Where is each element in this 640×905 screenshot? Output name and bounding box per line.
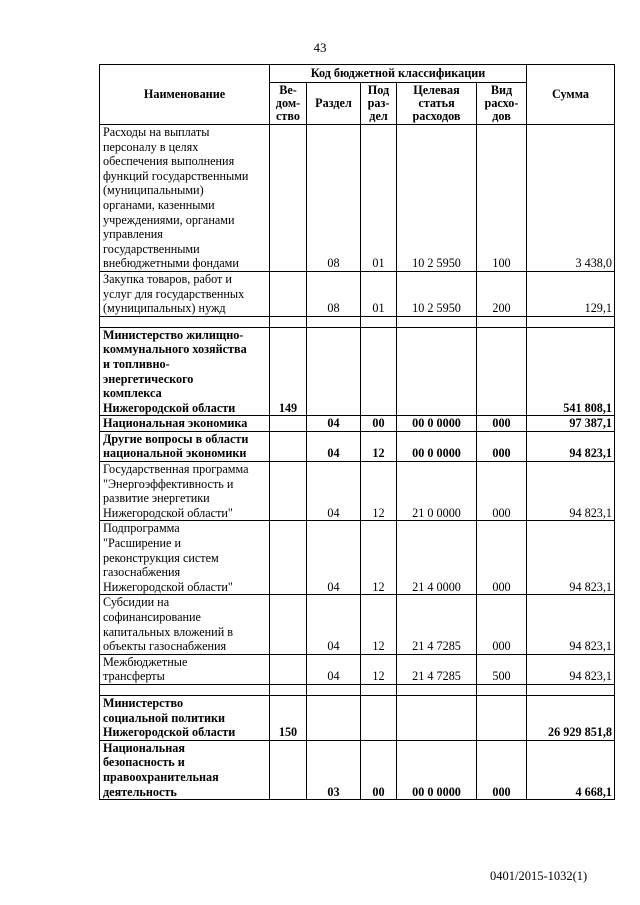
empty-cell	[397, 316, 477, 327]
vid-rashodov-cell: 000	[477, 462, 527, 521]
vid-rashodov-cell: 000	[477, 740, 527, 799]
empty-cell	[477, 684, 527, 695]
vid-rashodov-cell	[477, 327, 527, 416]
table-row	[100, 327, 615, 416]
sum-cell: 541 808,1	[527, 327, 615, 416]
vedomstvo-cell: 150	[270, 695, 307, 740]
table-row	[100, 271, 615, 316]
razdel-cell	[307, 327, 361, 416]
celevaya-statya-cell: 10 2 5950	[397, 271, 477, 316]
empty-cell	[477, 316, 527, 327]
sum-cell: 94 823,1	[527, 595, 615, 654]
table-row	[100, 462, 615, 521]
header-vedomstvo: Ве- дом- ство	[270, 83, 307, 125]
sum-cell: 94 823,1	[527, 431, 615, 461]
podrazdel-cell: 00	[361, 740, 397, 799]
celevaya-statya-cell: 21 4 7285	[397, 654, 477, 684]
empty-cell	[361, 684, 397, 695]
name-cell: Министерство жилищно- коммунального хозяйства и топливно- энергетического комплекса Нижегородской области	[100, 327, 270, 416]
podrazdel-cell: 12	[361, 431, 397, 461]
sum-cell: 94 823,1	[527, 462, 615, 521]
name-cell: Национальная экономика	[100, 416, 270, 432]
name-cell: Межбюджетные трансферты	[100, 654, 270, 684]
vid-rashodov-cell: 000	[477, 416, 527, 432]
empty-cell	[100, 684, 270, 695]
vid-rashodov-cell: 000	[477, 431, 527, 461]
document-code: 0401/2015-1032(1)	[490, 869, 588, 883]
empty-cell	[397, 684, 477, 695]
podrazdel-cell	[361, 327, 397, 416]
vedomstvo-cell	[270, 740, 307, 799]
name-cell: Расходы на выплаты персоналу в целях обеспечения выполнения функций государственными (муниципальными) органами, казенными учреждениями, органами управления государственными внебюджетными фондами	[100, 125, 270, 272]
razdel-cell: 04	[307, 431, 361, 461]
razdel-cell: 04	[307, 521, 361, 595]
celevaya-statya-cell	[397, 695, 477, 740]
empty-cell	[270, 316, 307, 327]
header-podrazdel: Под раз- дел	[361, 83, 397, 125]
header-vid-rashodov: Вид расхо- дов	[477, 83, 527, 125]
vid-rashodov-cell	[477, 695, 527, 740]
razdel-cell: 04	[307, 462, 361, 521]
vedomstvo-cell	[270, 271, 307, 316]
header-classification-group: Код бюджетной классификации	[270, 65, 527, 83]
sum-cell: 94 823,1	[527, 654, 615, 684]
podrazdel-cell: 12	[361, 521, 397, 595]
sum-cell: 4 668,1	[527, 740, 615, 799]
sum-cell: 3 438,0	[527, 125, 615, 272]
empty-cell	[307, 684, 361, 695]
name-cell: Закупка товаров, работ и услуг для государственных (муниципальных) нужд	[100, 271, 270, 316]
name-cell: Другие вопросы в области национальной экономики	[100, 431, 270, 461]
header-razdel: Раздел	[307, 83, 361, 125]
podrazdel-cell	[361, 695, 397, 740]
vedomstvo-cell: 149	[270, 327, 307, 416]
vid-rashodov-cell: 100	[477, 125, 527, 272]
empty-cell	[307, 316, 361, 327]
razdel-cell: 08	[307, 271, 361, 316]
sum-cell: 129,1	[527, 271, 615, 316]
name-cell: Субсидии на софинансирование капитальных вложений в объекты газоснабжения	[100, 595, 270, 654]
razdel-cell	[307, 695, 361, 740]
name-cell: Министерство социальной политики Нижегородской области	[100, 695, 270, 740]
razdel-cell: 08	[307, 125, 361, 272]
podrazdel-cell: 12	[361, 595, 397, 654]
name-cell: Национальная безопасность и правоохранительная деятельность	[100, 740, 270, 799]
celevaya-statya-cell: 00 0 0000	[397, 416, 477, 432]
vedomstvo-cell	[270, 125, 307, 272]
celevaya-statya-cell: 00 0 0000	[397, 740, 477, 799]
empty-cell	[270, 684, 307, 695]
razdel-cell: 04	[307, 416, 361, 432]
podrazdel-cell: 01	[361, 125, 397, 272]
table-row	[100, 416, 615, 432]
celevaya-statya-cell	[397, 327, 477, 416]
empty-cell	[100, 316, 270, 327]
table-row	[100, 125, 615, 272]
sum-cell: 97 387,1	[527, 416, 615, 432]
razdel-cell: 03	[307, 740, 361, 799]
table-row	[100, 595, 615, 654]
podrazdel-cell: 01	[361, 271, 397, 316]
vedomstvo-cell	[270, 595, 307, 654]
razdel-cell: 04	[307, 654, 361, 684]
table-body	[100, 125, 615, 800]
header-name: Наименование	[100, 65, 270, 125]
empty-cell	[527, 316, 615, 327]
vedomstvo-cell	[270, 431, 307, 461]
table-row	[100, 695, 615, 740]
vid-rashodov-cell: 000	[477, 521, 527, 595]
table-row	[100, 521, 615, 595]
celevaya-statya-cell: 21 4 7285	[397, 595, 477, 654]
podrazdel-cell: 00	[361, 416, 397, 432]
vid-rashodov-cell: 000	[477, 595, 527, 654]
podrazdel-cell: 12	[361, 462, 397, 521]
sum-cell: 94 823,1	[527, 521, 615, 595]
spacer-row	[100, 684, 615, 695]
vedomstvo-cell	[270, 521, 307, 595]
table-row	[100, 431, 615, 461]
name-cell: Государственная программа "Энергоэффективность и развитие энергетики Нижегородской области"	[100, 462, 270, 521]
vedomstvo-cell	[270, 416, 307, 432]
header-celevaya-statya: Целевая статья расходов	[397, 83, 477, 125]
vedomstvo-cell	[270, 654, 307, 684]
celevaya-statya-cell: 10 2 5950	[397, 125, 477, 272]
page-number: 43	[313, 40, 327, 55]
spacer-row	[100, 316, 615, 327]
vedomstvo-cell	[270, 462, 307, 521]
budget-table	[99, 64, 615, 800]
celevaya-statya-cell: 21 4 0000	[397, 521, 477, 595]
header-sum: Сумма	[527, 65, 615, 125]
vid-rashodov-cell: 200	[477, 271, 527, 316]
table-row	[100, 654, 615, 684]
name-cell: Подпрограмма "Расширение и реконструкция систем газоснабжения Нижегородской области"	[100, 521, 270, 595]
celevaya-statya-cell: 00 0 0000	[397, 431, 477, 461]
empty-cell	[527, 684, 615, 695]
celevaya-statya-cell: 21 0 0000	[397, 462, 477, 521]
podrazdel-cell: 12	[361, 654, 397, 684]
vid-rashodov-cell: 500	[477, 654, 527, 684]
table-row	[100, 740, 615, 799]
empty-cell	[361, 316, 397, 327]
razdel-cell: 04	[307, 595, 361, 654]
sum-cell: 26 929 851,8	[527, 695, 615, 740]
